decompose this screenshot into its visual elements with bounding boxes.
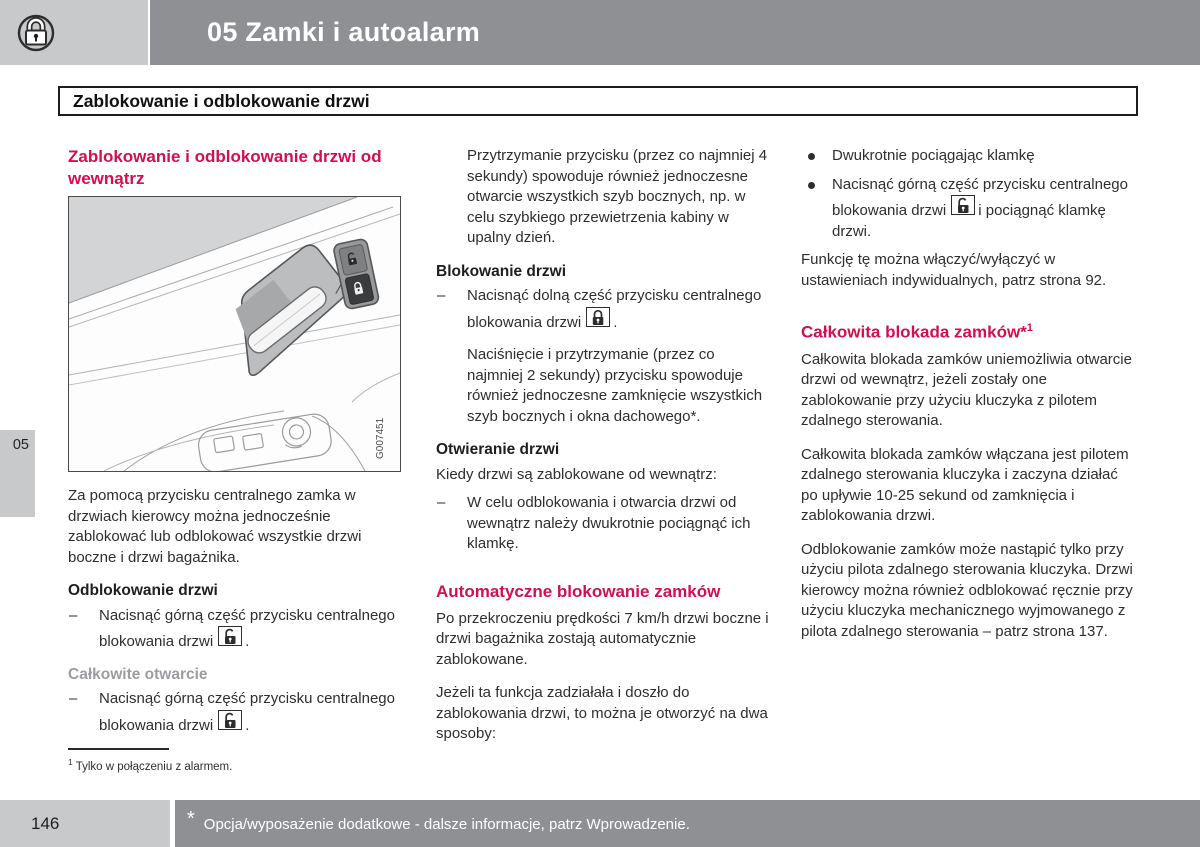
- list-item: – Nacisnąć górną część przycisku centralnego blokowania drzwi .: [69, 690, 395, 734]
- padlock-badge-icon: [16, 13, 56, 53]
- list-item: – Nacisnąć dolną część przycisku centralnego blokowania drzwi .: [437, 287, 762, 331]
- paragraph: Funkcję tę można włączyć/wyłączyć w ustawieniach indywidualnych, patrz strona 92.: [801, 251, 1107, 289]
- bullet-dot: [808, 182, 815, 189]
- paragraph: Przytrzymanie przycisku (przez co najmniej 4 sekundy) spowoduje również jednoczesne otwarcie wszystkich szyb bocznych, np. w celu szybkiego przewietrzenia kabiny w upalny dzień.: [467, 147, 768, 246]
- bullet-dot: [808, 153, 815, 160]
- paragraph: Całkowita blokada zamków uniemożliwia otwarcie drzwi od wewnątrz, jeżeli zostały one zablokowanie przy użyciu kluczyka z pilotem zdalnego sterowania.: [801, 350, 1132, 430]
- paragraph: Kiedy drzwi są zablokowane od wewnątrz:: [436, 465, 717, 483]
- subheading-open: Otwieranie drzwi: [436, 441, 560, 458]
- lock-icon: [586, 307, 610, 327]
- heading-unlock-from-inside: Zablokowanie i odblokowanie drzwi od wewnątrz: [68, 147, 382, 188]
- footnote: $^1$ Tylko w połączeniu z alarmem.: [68, 757, 233, 773]
- header-bar: [150, 0, 1200, 65]
- door-illustration: [68, 196, 401, 472]
- paragraph: Po przekroczeniu prędkości 7 km/h drzwi boczne i drzwi bagażnika zostają automatycznie zablokowane.: [436, 609, 769, 668]
- list-item: – Nacisnąć górną część przycisku centralnego blokowania drzwi .: [69, 606, 395, 650]
- unlock-icon: [218, 626, 242, 646]
- subheading-lock: Blokowanie drzwi: [436, 262, 567, 280]
- unlock-icon: [218, 710, 242, 730]
- subheading-unlock: Odblokowanie drzwi: [68, 582, 218, 599]
- paragraph: Naciśnięcie i przytrzymanie (przez co najmniej 2 sekundy) przycisku spowoduje również jednoczesne zamknięcie wszystkich szyb bocznych i okna dachowego*.: [467, 346, 763, 425]
- footnote-ref: 1: [1026, 322, 1033, 334]
- page-number: 146: [0, 800, 170, 847]
- footer-note: Opcja/wyposażenie dodatkowe - dalsze informacje, patrz Wprowadzenie.: [203, 816, 690, 833]
- list-item: – W celu odblokowania i otwarcia drzwi od wewnątrz należy dwukrotnie pociągnąć ich klamkę.: [437, 494, 751, 552]
- header-chapter-tab: [0, 0, 148, 65]
- paragraph: Za pomocą przycisku centralnego zamka w drzwiach kierowcy można jednocześnie zablokować lub odblokować wszystkie drzwi boczne i drzwi bagażnika.: [68, 487, 362, 566]
- illustration-code: G007451: [375, 417, 386, 459]
- paragraph: Odblokowanie zamków może nastąpić tylko przy użyciu pilota zdalnego sterowania kluczyka. Drzwi kierowcy można również odblokować ręcznie przy użyciu kluczyka mechanicznego wyjmowanego z pilota zdalnego sterowania – patrz strona 137.: [801, 540, 1133, 640]
- paragraph: Jeżeli ta funkcja zadziałała i doszło do zablokowania drzwi, to można je otworzyć na dwa sposoby:: [436, 684, 768, 742]
- column-middle: [436, 146, 769, 758]
- column-left: [68, 146, 401, 748]
- bullet-item: Nacisnąć górną część przycisku centralnego blokowania drzwi i pociągnąć klamkę drzwi.: [801, 175, 1134, 243]
- chapter-side-tab: 05: [0, 430, 35, 517]
- unlock-icon: [951, 195, 975, 215]
- subheading-full-open: Całkowite otwarcie: [68, 665, 208, 683]
- section-title: Zablokowanie i odblokowanie drzwi: [73, 91, 370, 111]
- heading-deadlock: Całkowita blokada zamków*$^1$: [801, 322, 1033, 342]
- paragraph: Całkowita blokada zamków włączana jest pilotem zdalnego sterowania kluczyka i zaczyna działać po upływie 10-25 sekund od zamknięcia i zablokowania drzwi.: [801, 445, 1129, 525]
- asterisk-icon: *: [187, 808, 195, 830]
- column-right: [801, 146, 1134, 655]
- footer-bar: [175, 800, 1200, 847]
- footnote-rule: [68, 748, 169, 750]
- bullet-item: Dwukrotnie pociągając klamkę: [801, 146, 1134, 167]
- heading-auto-locking: Automatyczne blokowanie zamków: [436, 581, 721, 601]
- section-title-box: [58, 86, 1138, 116]
- chapter-title: 05 Zamki i autoalarm: [207, 17, 481, 47]
